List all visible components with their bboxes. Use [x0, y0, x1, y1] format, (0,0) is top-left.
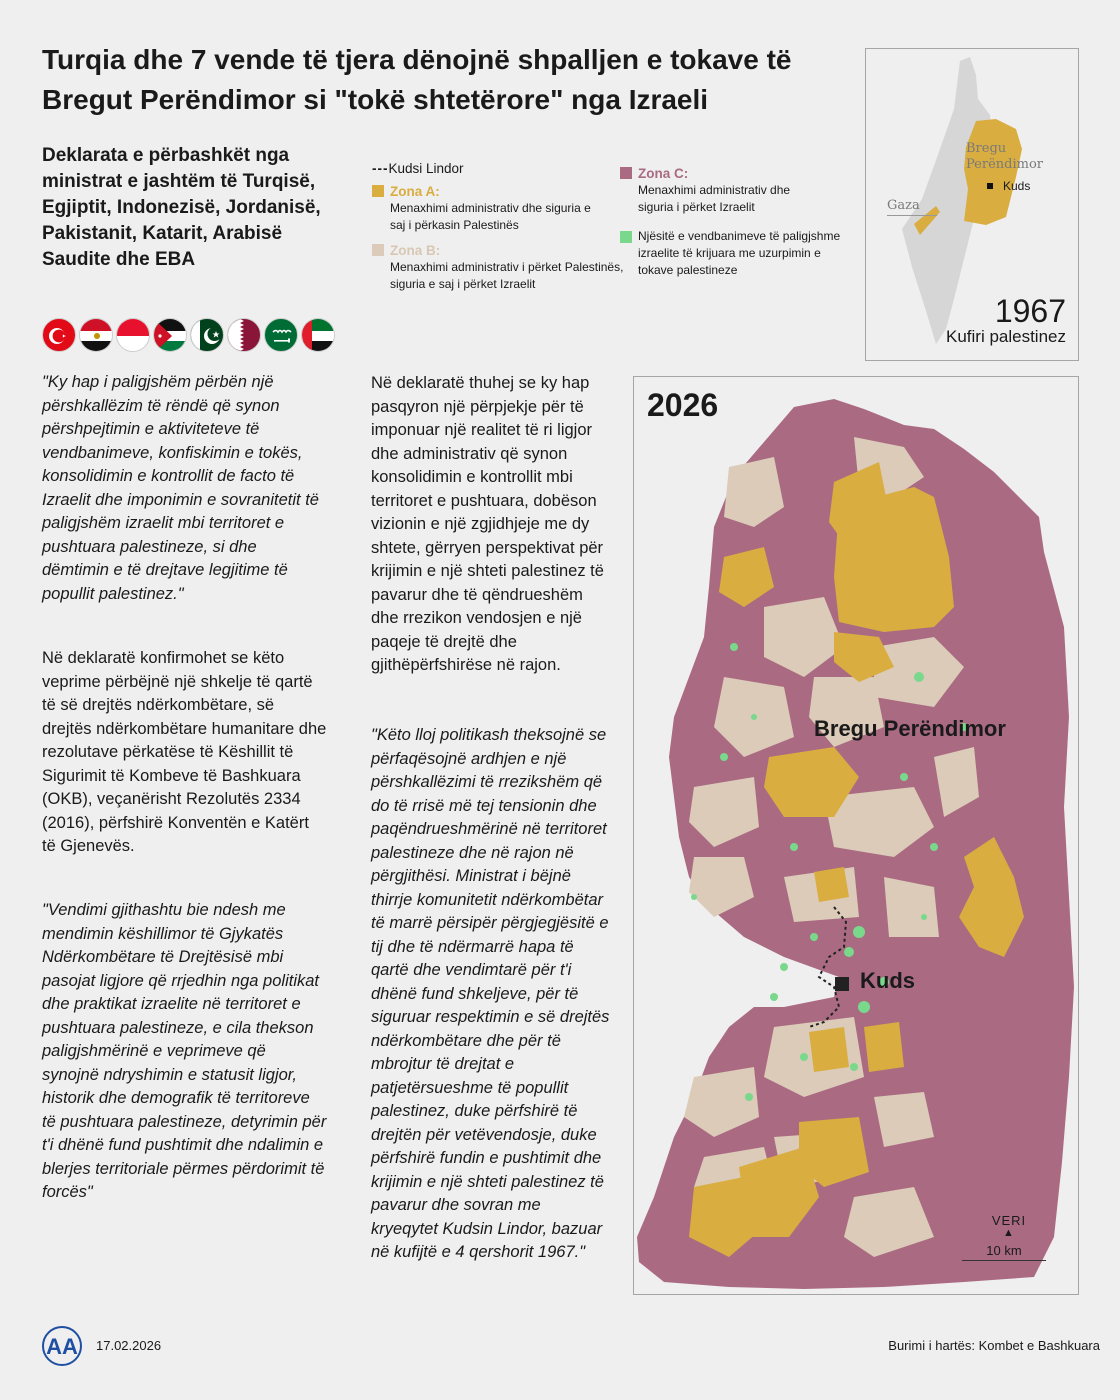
logo-text: AA [46, 1334, 78, 1359]
main-map-2026 [633, 376, 1079, 1295]
inset-city-label: Kuds [1003, 179, 1031, 193]
city-marker-icon [987, 183, 993, 189]
qatar-flag-icon [227, 318, 261, 352]
zone-b-swatch [372, 244, 384, 256]
north-label: VERI [991, 1213, 1027, 1228]
quote-3: "Këto lloj politikash theksojnë se përfaqësojnë ardhjen e një përshkallëzimi të rrezikshëm që do të rrisë më tej tensionin dhe paqëndrueshmërinë në territoret palestineze dhe në rajon në përgjithësi. Ministrat i bëjnë thirrje komunitetit ndërkombëtar të marrë përsipër përgjegjësitë e tij dhe të ndërmarrë hapa të qartë dhe vendimtarë për t'i dhënë fund shkeljeve, për të siguruar respektimin e së drejtës ndërkombëtare dhe për të mbrojtur të drejtat e patjetërsueshme të popullit palestinez, duke përfshirë të drejtën për vetëvendosje, duke përfshirë fundin e pushtimit dhe krijimin e një shteti palestinez të pavarur dhe sovran me kryeqytet Kudsin Lindor, bazuar në kufijtë e 4 qershorit 1967." [371, 726, 610, 1261]
gaza-leader-line [887, 215, 937, 216]
inset-map-1967 [865, 48, 1079, 361]
quote-2: "Vendimi gjithashtu bie ndesh me mendimin këshillimor të Gjykatës Ndërkombëtare të Drejtësisë mbi pasojat ligjore që rrjedhin nga politikat dhe praktikat izraelite në territoret e pushtuara palestineze, e cila thekson paligjshmërinë e veprimeve që synojnë ndryshimin e statusit ligjor, historik dhe demografik të territoreve të pushtuara palestineze, detyrimin për t'i dhënë fund pushtimit dhe ndalimin e blerjes territoriale përmes përdorimit të forcës" [42, 901, 327, 1201]
legend-zone-b: Zona B: Menaxhimi administrativ i përket Palestinës, siguria e saj i përket Izraelit [372, 242, 612, 293]
main-map-graphic [634, 377, 1078, 1294]
aa-logo-icon [40, 1326, 84, 1366]
inset-caption: Kufiri palestinez [945, 327, 1066, 346]
main-city-label: Kuds [860, 968, 915, 993]
north-indicator [974, 1213, 1044, 1239]
main-region-label: Bregu Perëndimor [814, 716, 1006, 741]
city-marker-icon [835, 977, 849, 991]
footer-date: 17.02.2026 [96, 1338, 162, 1353]
turkey-flag-icon [42, 318, 76, 352]
legend-settlements: Njësitë e vendbanimeve të paligjshme izraelite të krijuara me uzurpimin e tokave palestineze [620, 228, 850, 279]
scale-bar: 10 km [962, 1243, 1046, 1261]
zone-c-swatch [620, 167, 632, 179]
paragraph-2: Në deklaratë thuhej se ky hap pasqyron një përpjekje për të imponuar një realitet të ri ligjor dhe administrativ që synon konsolidimin e kontrollit mbi territoret e pushtuara, dobëson vizionin e një zgjidhjeje me dy shtete, gërryen perspektivat për krijimin e një shteti palestinez të pavarur dhe të qëndrueshëm dhe rrezikon vendosjen e një paqeje të drejtë dhe gjithëpërfshirëse në rajon. [371, 374, 604, 674]
settlement-swatch [620, 231, 632, 243]
quote-1: "Ky hap i paligjshëm përbën një përshkallëzim të rëndë që synon përshpejtimin e aktiviteteve të vendbanimeve, konfiskimin e tokës, konsolidimin e kontrollit de facto të Izraelit dhe imponimin e sovranitetit të paligjshëm izraelit mbi territoret e pushtuara palestineze, si dhe dëmtimin e të drejtave legjitime të popullit palestinez." [42, 373, 319, 603]
footer-source: Burimi i hartës: Kombet e Bashkuara [888, 1338, 1100, 1353]
main-map-year: 2026 [647, 387, 719, 423]
legend-right [620, 165, 850, 279]
inset-region-label: Bregu Perëndimor [966, 141, 1043, 172]
inset-gaza-label: Gaza [887, 198, 920, 213]
legend-left [372, 160, 624, 293]
saudi-arabia-flag-icon [264, 318, 298, 352]
inset-year: 1967 [994, 293, 1066, 329]
north-arrow-icon: ▲ [1003, 1227, 1015, 1239]
page-subtitle: Deklarata e përbashkët nga ministrat e jashtëm të Turqisë, Egjiptit, Indonezisë, Jordanisë, Pakistanit, Katarit, Arabisë Saudite dhe EBA [42, 145, 321, 270]
paragraph-1: Në deklaratë konfirmohet se këto veprime përbëjnë një shkelje të qartë të së drejtës ndërkombëtare, së drejtës ndërkombëtare humanitare dhe rezolutave përkatëse të Këshillit të Sigurimit të Kombeve të Bashkuara (OKB), veçanërisht Rezolutës 2334 (2016), përfshirë Konventën e Katërt të Gjenevës. [42, 649, 327, 855]
jordan-flag-icon [153, 318, 187, 352]
legend-zone-a: Zona A: Menaxhimi administrativ dhe siguria e saj i përkasin Palestinës [372, 183, 612, 234]
legend-zone-c: Zona C: Menaxhimi administrativ dhe siguria i përket Izraelit [620, 165, 850, 216]
indonesia-flag-icon [116, 318, 150, 352]
page-title: Turqia dhe 7 vende të tjera dënojnë shpalljen e tokave të Bregut Perëndimor si "tokë shtetërore" nga Izraeli [42, 44, 792, 115]
zone-a-swatch [372, 185, 384, 197]
pakistan-flag-icon [190, 318, 224, 352]
legend-east-jerusalem: ---Kudsi Lindor [372, 161, 464, 176]
egypt-flag-icon [79, 318, 113, 352]
dashed-line-icon: --- [372, 161, 389, 176]
flag-row [42, 318, 342, 352]
uae-flag-icon [301, 318, 335, 352]
